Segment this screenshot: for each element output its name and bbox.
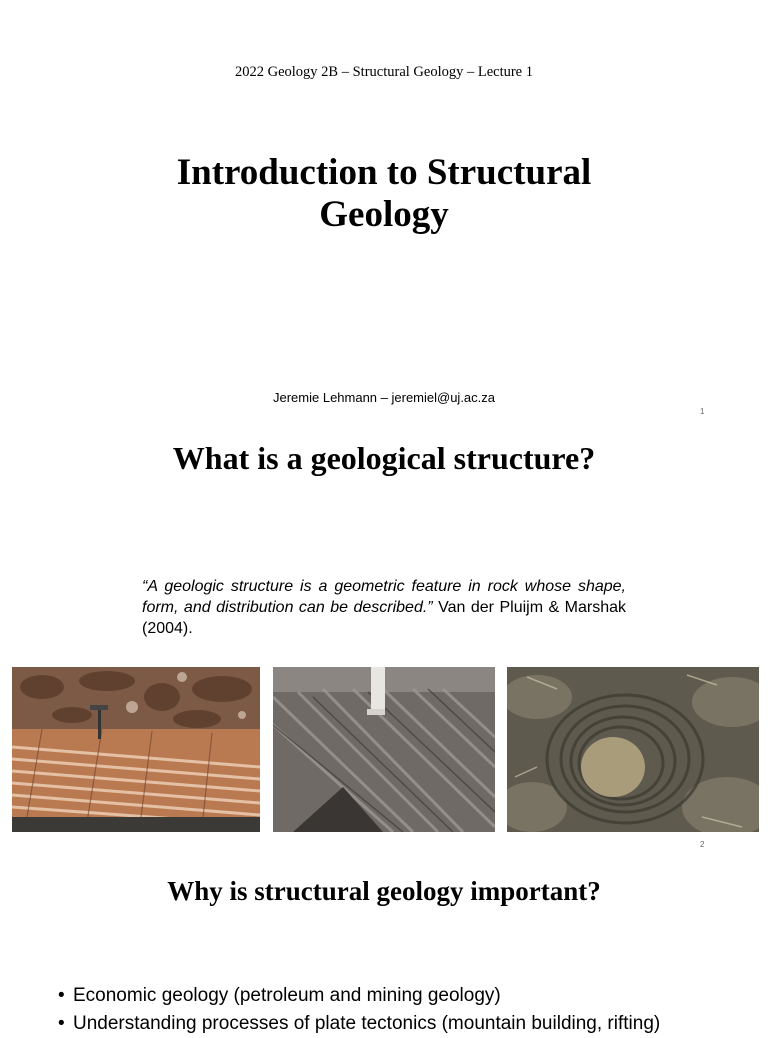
folded-sandstone-photo: [12, 667, 260, 832]
list-item: • Economic geology (petroleum and mining geology): [58, 982, 738, 1010]
slide-title: Why is structural geology important?: [167, 876, 601, 906]
list-item: • Understanding processes of plate tectonics (mountain building, rifting): [58, 1010, 738, 1038]
quote-source: Van der Pluijm & Marshak (2004).: [142, 599, 626, 637]
layered-outcrop-photo: [273, 667, 495, 832]
page-number: 2: [700, 840, 705, 849]
quote-text: “A geologic structure is a geometric feature in rock whose shape, form, and distribution can be described.”: [142, 578, 626, 616]
slide-title: Introduction to Structural Geology: [176, 152, 592, 235]
bullet-list: [58, 982, 738, 1038]
author-line: Jeremie Lehmann – jeremiel@uj.ac.za: [272, 390, 496, 405]
concentric-structure-photo: [507, 667, 759, 832]
definition-quote: [142, 576, 626, 639]
page-number: 1: [700, 407, 705, 416]
slide-title: What is a geological structure?: [172, 440, 596, 476]
course-header: 2022 Geology 2B – Structural Geology – Lecture 1: [235, 64, 533, 80]
